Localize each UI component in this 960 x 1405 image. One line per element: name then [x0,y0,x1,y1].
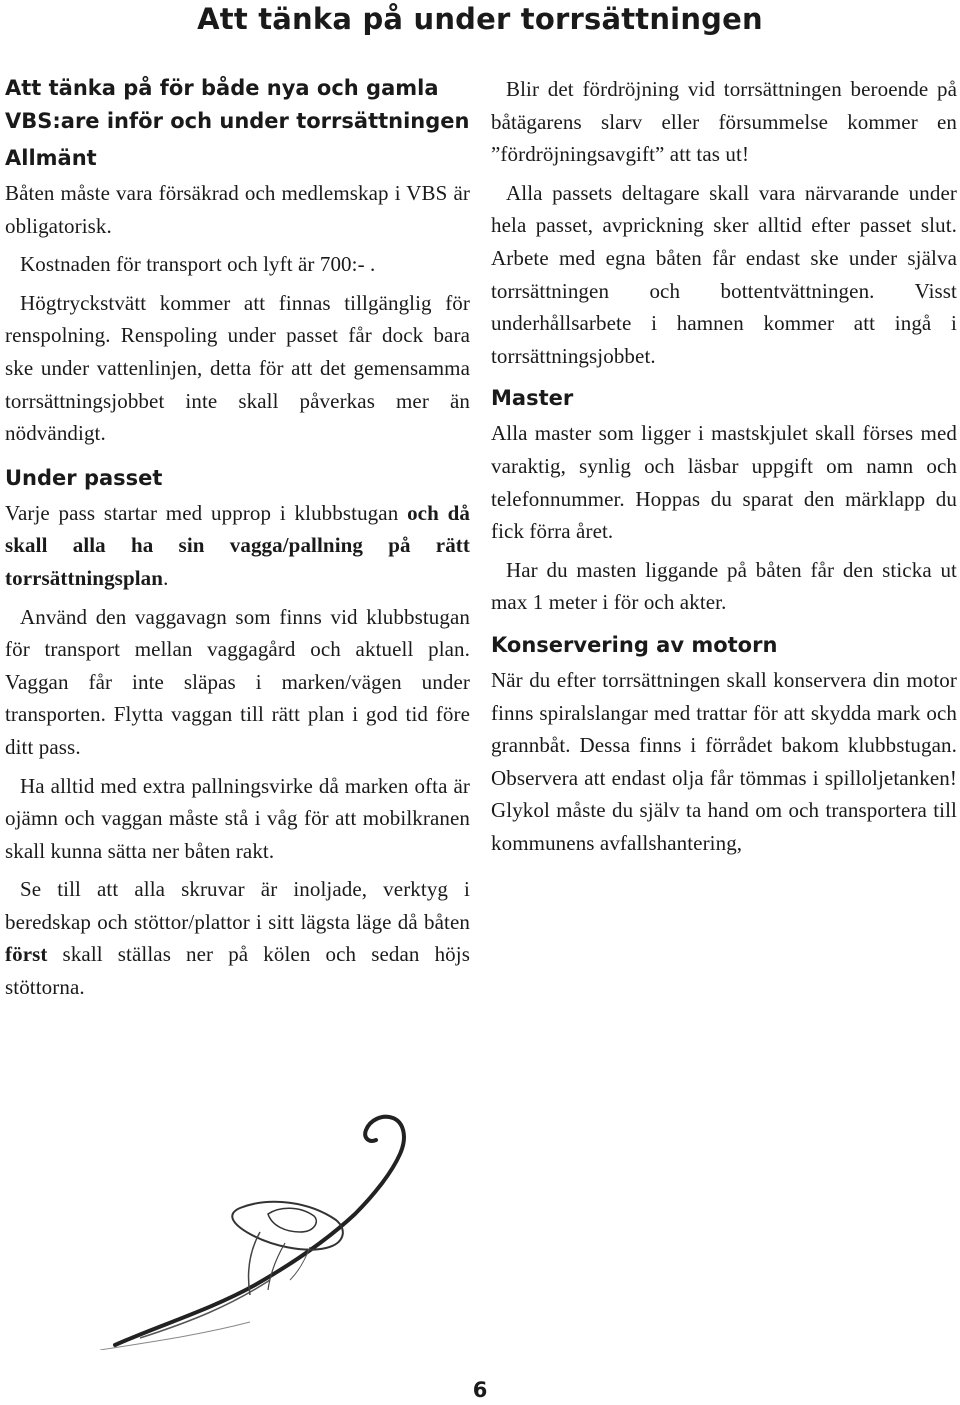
page-number: 6 [472,1378,488,1402]
screws-text-b: skall ställas ner på kölen och sedan höjs stöttorna. [5,942,470,1000]
paragraph-cradle-cart: Använd den vaggavagn som finns vid klubbstugan för transport mellan vaggagård och aktuell plan. Vaggan får inte släpas i marken/vägen under transporten. Flytta vaggan till rätt plan i god tid före ditt pass. [5,604,470,759]
paragraph-participants: Alla passets deltagare skall vara närvarande under hela passet, avprickning sker alltid efter passet slut. Arbete med egna båten får endast ske under själva torrsättningen och bottentvättningen. Visst underhållsarbete i hamnen kommer att ingå i torrsättningsjobbet. [491,180,957,368]
heading-allmant: Allmänt [5,146,97,170]
paragraph-engine: När du efter torrsättningen skall konservera din motor finns spiralslangar med trattar för att skydda mark och grannbåt. Dessa finns i förrådet bakom klubbstugan. Observera att endast olja får tömmas i spilloljetanken! Glykol måste du själv ta hand om och transportera till kommunens avfallshantering, [491,667,957,855]
paragraph-pressure-washer: Högtryckstvätt kommer att finnas tillgänglig för renspolning. Renspoling under passet får dock bara ske under vattenlinjen, detta för att det gemensamma torrsättningsjobbet inte skall påverkas mer än nödvändigt. [5,290,470,446]
roll-call-text: Varje pass startar med upprop i klubbstugan [5,500,408,525]
heading-under-passet: Under passet [5,465,163,490]
roll-call-bold-text: och då skall alla ha sin vagga/pallning på rätt torrsättningsplan [5,500,470,590]
paragraph-insurance: Båten måste vara försäkrad och medlemskap i VBS är obligatorisk. [5,181,470,238]
sketch-illustration-icon [100,1110,440,1350]
left-column [5,72,470,1004]
paragraph-mast-length: Har du masten liggande på båten får den sticka ut max 1 meter i för och akter. [491,557,957,615]
heading-konservering: Konservering av motorn [491,632,778,657]
paragraph-delay-fee: Blir det fördröjning vid torrsättningen beroende på båtägarens slarv eller försummelse kommer en ”fördröjningsavgift” att tas ut! [491,77,957,167]
paragraph-extra-wood: Ha alltid med extra pallningsvirke då marken ofta är ojämn och vaggan måste stå i våg för att mobilkranen skall kunna sätta ner båten rakt. [5,773,470,863]
heading-master: Master [491,386,574,411]
paragraph-roll-call [5,497,470,595]
screws-bold-text: först [5,942,48,967]
right-column [491,73,957,859]
screws-text-a: Se till att alla skruvar är inoljade, verktyg i beredskap och stöttor/plattor i sitt lägsta läge då båten [5,877,470,934]
main-heading: Att tänka på för både nya och gamla VBS:are inför och under torrsättningen [5,76,470,133]
paragraph-cost: Kostnaden för transport och lyft är 700:- . [20,252,376,277]
roll-call-end: . [163,565,169,590]
paragraph-mast-label: Alla master som ligger i mastskjulet skall förses med varaktig, synlig och läsbar uppgift om namn och telefonnummer. Hoppas du sparat den märklapp du fick förra året. [491,421,957,544]
paragraph-screws [5,873,470,1003]
page-title: Att tänka på under torrsättningen [197,2,763,36]
